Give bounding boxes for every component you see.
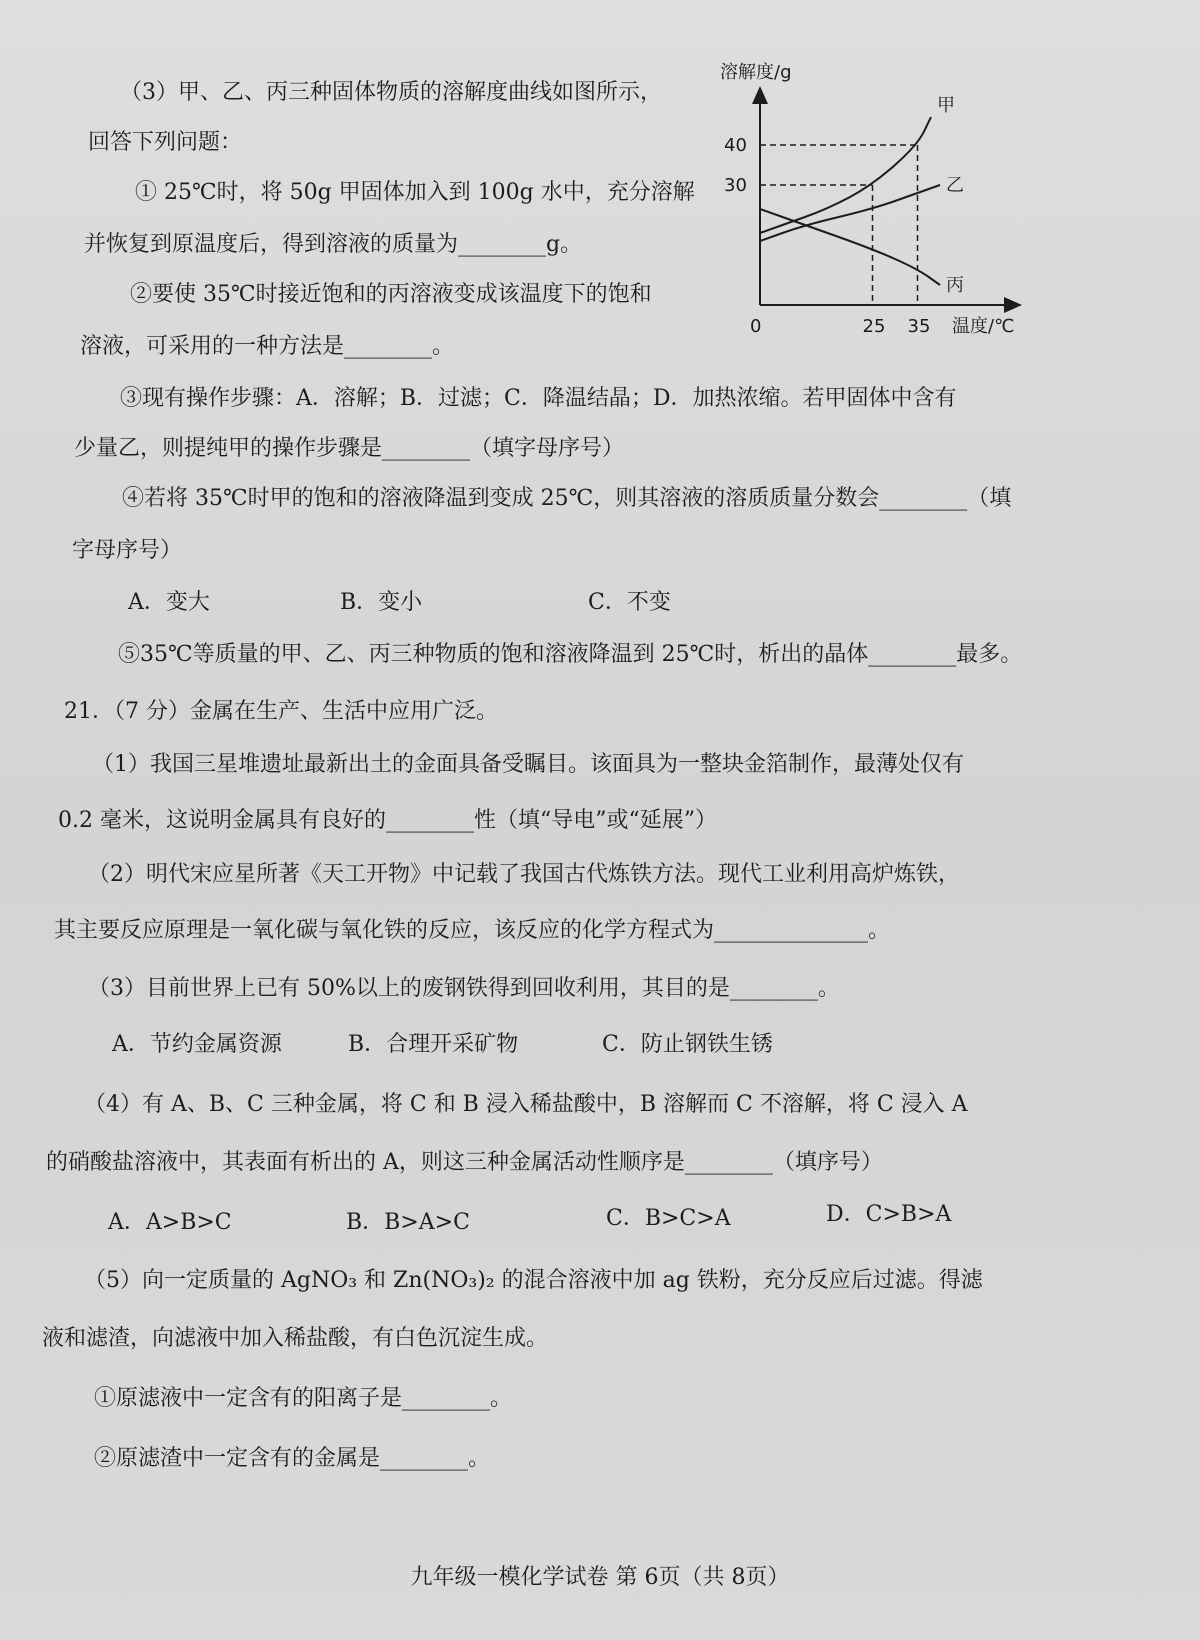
q21-p2-line1: （2）明代宋应星所著《天工开物》中记载了我国古代炼铁方法。现代工业利用高炉炼铁，	[88, 862, 961, 887]
q21-p1-line2: 0.2 毫米，这说明金属具有良好的________性（填“导电”或“延展”）	[58, 808, 717, 833]
q20-3-sub4-line1: ④若将 35℃时甲的饱和的溶液降温到变成 25℃，则其溶液的溶质质量分数会________（填	[122, 486, 1012, 511]
q21-p5-line2: 液和滤渣，向滤液中加入稀盐酸，有白色沉淀生成。	[42, 1326, 549, 1351]
q20-3-sub1-line1: ① 25℃时，将 50g 甲固体加入到 100g 水中，充分溶解	[135, 180, 695, 205]
y-tick-label: 40	[724, 135, 747, 156]
q21-p3-option-b: B．合理开采矿物	[348, 1032, 519, 1057]
series-label-1: 甲	[937, 95, 955, 116]
q21-p5-line1: （5）向一定质量的 AgNO₃ 和 Zn(NO₃)₂ 的混合溶液中加 ag 铁粉，充分反应后过滤。得滤	[84, 1268, 983, 1293]
q20-3-sub4-line2: 字母序号）	[72, 538, 183, 563]
solubility-curves	[760, 117, 940, 285]
q20-3-sub2-line1: ②要使 35℃时接近饱和的丙溶液变成该温度下的饱和	[130, 282, 652, 307]
q20-3-sub5: ⑤35℃等质量的甲、乙、丙三种物质的饱和溶液降温到 25℃时，析出的晶体________最多。	[118, 642, 1023, 667]
q21-p2-line2: 其主要反应原理是一氧化碳与氧化铁的反应，该反应的化学方程式为______________。	[54, 918, 891, 943]
y-tick-label: 30	[724, 175, 747, 196]
q21-p4-option-b: B．B>A>C	[346, 1210, 470, 1235]
curve-3	[760, 209, 940, 285]
curve-2	[760, 185, 940, 241]
q21-p4-option-a: A．A>B>C	[108, 1210, 232, 1235]
q20-3-sub3-line1: ③现有操作步骤：A．溶解；B．过滤；C．降温结晶；D．加热浓缩。若甲固体中含有	[120, 386, 957, 411]
series-label-3: 丙	[946, 275, 964, 296]
q21-p1-line1: （1）我国三星堆遗址最新出土的金面具备受瞩目。该面具为一整块金箔制作，最薄处仅有	[92, 752, 965, 777]
series-label-2: 乙	[946, 175, 964, 196]
q21-p3-option-a: A．节约金属资源	[112, 1032, 282, 1057]
q21-p5-sub2: ②原滤渣中一定含有的金属是________。	[94, 1446, 491, 1471]
q21-p3-option-c: C．防止钢铁生锈	[602, 1032, 773, 1057]
q21-p5-sub1: ①原滤液中一定含有的阳离子是________。	[94, 1386, 513, 1411]
q20-3-intro-line2: 回答下列问题：	[88, 130, 243, 155]
q21-p4-option-c: C．B>C>A	[606, 1206, 731, 1231]
origin-label: 0	[750, 316, 762, 337]
q20-3-sub4-option-c: C．不变	[588, 590, 671, 615]
q20-3-sub3-line2: 少量乙，则提纯甲的操作步骤是________（填字母序号）	[74, 436, 625, 461]
q20-3-sub2-line2: 溶液，可采用的一种方法是________。	[80, 334, 455, 359]
q20-3-intro-line1: （3）甲、乙、丙三种固体物质的溶解度曲线如图所示，	[120, 80, 662, 105]
q21-p4-line2: 的硝酸盐溶液中，其表面有析出的 A，则这三种金属活动性顺序是________（填序号）	[46, 1150, 883, 1175]
chart-labels	[720, 62, 1014, 337]
y-axis-label: 溶解度/g	[720, 62, 792, 83]
page-footer: 九年级一模化学试卷 第 6页（共 8页）	[410, 1565, 790, 1590]
x-axis-label: 温度/℃	[952, 316, 1015, 337]
q21-p4-option-d: D．C>B>A	[826, 1202, 952, 1227]
q20-3-sub1-line2: 并恢复到原温度后，得到溶液的质量为________g。	[84, 232, 583, 257]
q21-p4-line1: （4）有 A、B、C 三种金属，将 C 和 B 浸入稀盐酸中，B 溶解而 C 不溶解，将 C 浸入 A	[84, 1092, 968, 1117]
x-tick-label: 35	[907, 316, 931, 337]
solubility-chart	[720, 60, 1080, 360]
q21-p3: （3）目前世界上已有 50%以上的废钢铁得到回收利用，其目的是________。	[88, 976, 840, 1001]
q20-3-sub4-option-b: B．变小	[340, 590, 423, 615]
q20-3-sub4-option-a: A．变大	[128, 590, 210, 615]
q21-title: 21．（7 分）金属在生产、生活中应用广泛。	[64, 699, 498, 724]
x-tick-label: 25	[862, 316, 886, 337]
